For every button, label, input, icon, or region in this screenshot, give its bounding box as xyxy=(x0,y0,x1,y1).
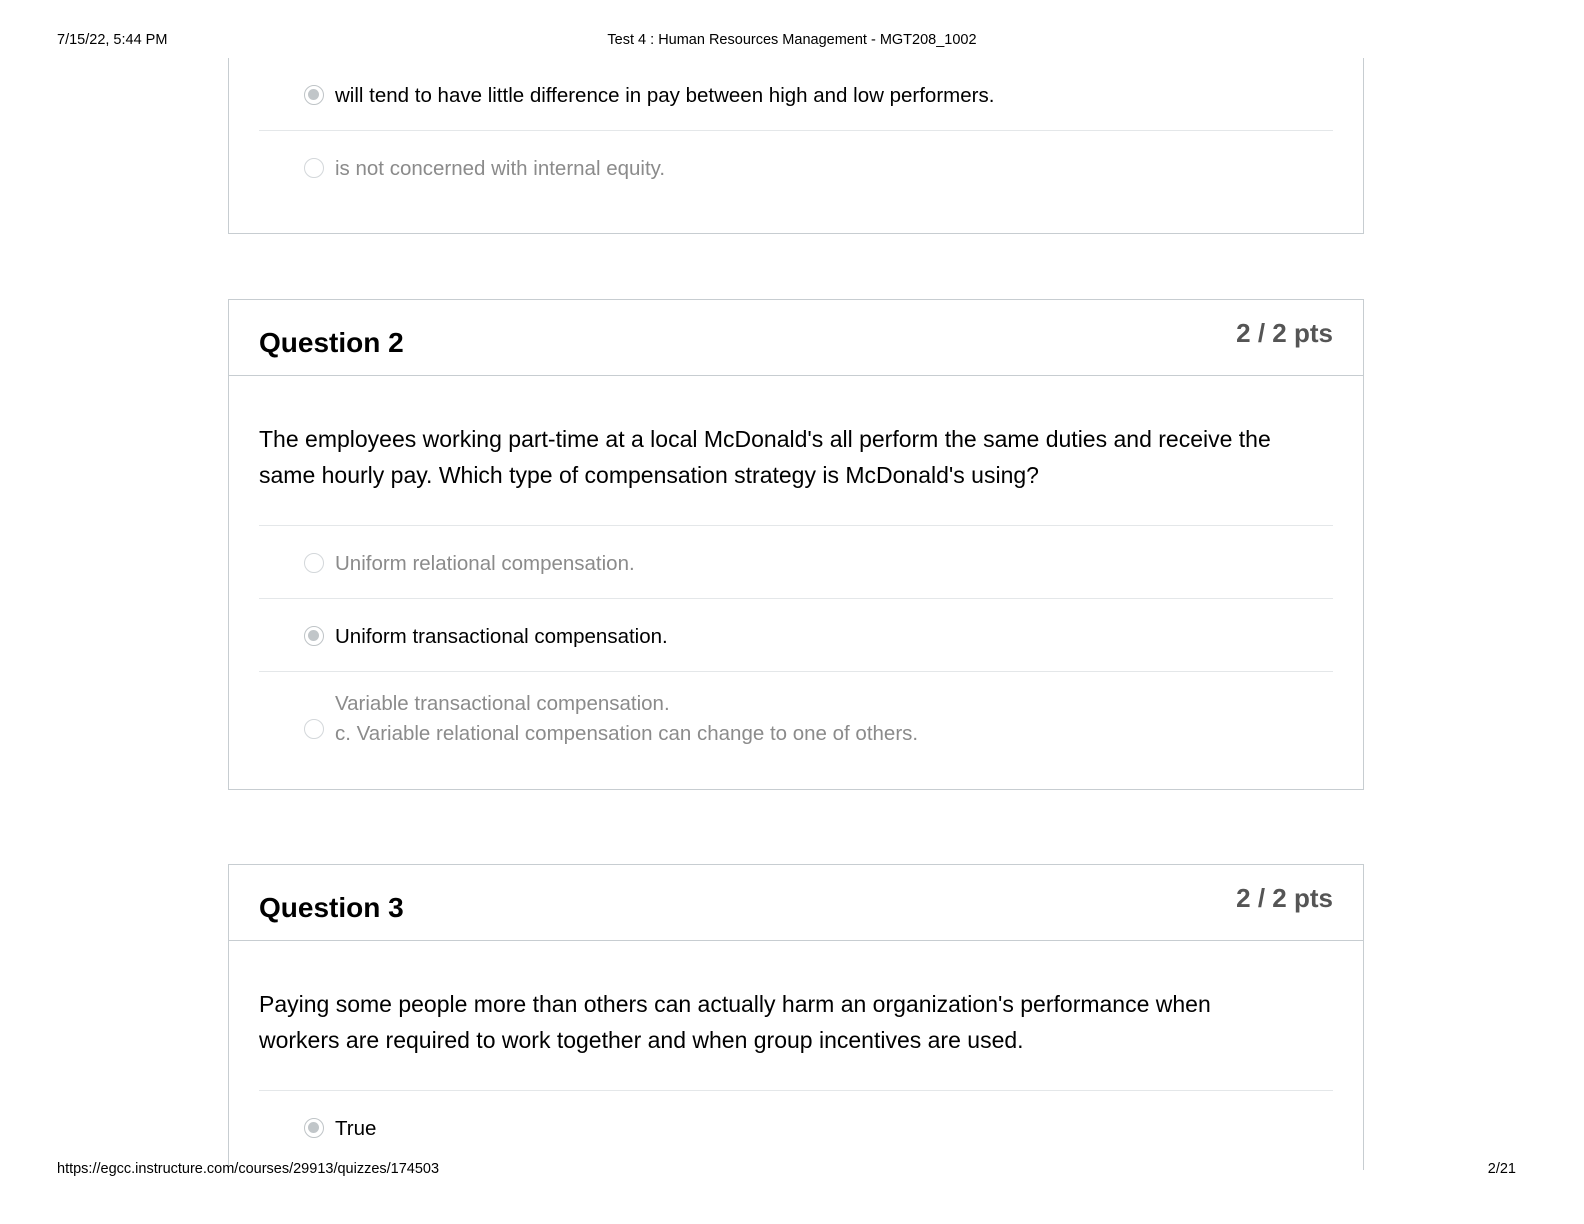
question-1-card xyxy=(228,58,1364,234)
answer-label-line: Variable transactional compensation. xyxy=(335,692,670,715)
answer-label: True xyxy=(335,1117,377,1140)
answer-label: Uniform transactional compensation. xyxy=(335,625,668,648)
question-text-line: same hourly pay. Which type of compensation strategy is McDonald's using? xyxy=(259,462,1039,488)
question-text-line: The employees working part-time at a local McDonald's all perform the same duties and receive the xyxy=(259,426,1271,452)
answer-option[interactable] xyxy=(259,1090,1333,1163)
question-title: Question 3 xyxy=(259,892,404,923)
radio-unselected-icon[interactable] xyxy=(304,553,324,573)
answer-label: Uniform relational compensation. xyxy=(335,552,635,575)
answer-option[interactable] xyxy=(259,671,1333,763)
answer-option[interactable] xyxy=(259,130,1333,203)
answer-option[interactable] xyxy=(259,58,1333,130)
print-header xyxy=(0,32,1584,52)
answer-option[interactable] xyxy=(259,598,1333,671)
radio-unselected-icon[interactable] xyxy=(304,719,324,739)
print-url: https://egcc.instructure.com/courses/29913/quizzes/174503 xyxy=(57,1161,440,1177)
question-3-card xyxy=(228,864,1364,1170)
answer-option[interactable] xyxy=(259,525,1333,598)
question-text-line: workers are required to work together and when group incentives are used. xyxy=(259,1027,1024,1053)
print-date: 7/15/22, 5:44 PM xyxy=(57,32,168,48)
question-text-line: Paying some people more than others can actually harm an organization's performance when xyxy=(259,991,1211,1017)
radio-selected-icon[interactable] xyxy=(304,626,324,646)
answer-label: will tend to have little difference in pay between high and low performers. xyxy=(335,84,995,107)
answer-list xyxy=(259,525,1333,763)
radio-selected-icon[interactable] xyxy=(304,1118,324,1138)
question-header xyxy=(229,865,1363,941)
print-footer xyxy=(0,1161,1584,1181)
radio-unselected-icon[interactable] xyxy=(304,158,324,178)
question-title: Question 2 xyxy=(259,327,404,358)
print-page-number: 2/21 xyxy=(1487,1161,1516,1177)
question-points: 2 / 2 pts xyxy=(1236,318,1333,348)
answer-label-line: c. Variable relational compensation can change to one of others. xyxy=(335,722,919,745)
question-header xyxy=(229,300,1363,376)
question-points: 2 / 2 pts xyxy=(1236,883,1333,913)
print-title: Test 4 : Human Resources Management - MGT208_1002 xyxy=(607,32,977,48)
question-text xyxy=(259,986,1333,1090)
question-text xyxy=(259,421,1333,525)
radio-selected-icon[interactable] xyxy=(304,85,324,105)
answer-label xyxy=(335,689,918,749)
answer-list xyxy=(259,58,1333,203)
question-2-card xyxy=(228,299,1364,790)
answer-list xyxy=(259,1090,1333,1163)
answer-label: is not concerned with internal equity. xyxy=(335,157,666,180)
